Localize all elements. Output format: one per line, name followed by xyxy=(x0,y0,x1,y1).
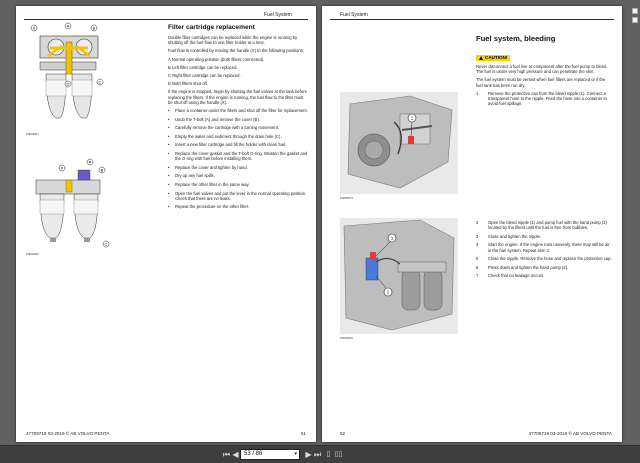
paragraph: If the engine is stopped, begin by shutting the fuel valves at the tank before replacing the filters. If the engine is running, the fuel flow to the filter must be shut off using the handle (X). xyxy=(168,89,307,105)
single-page-view-icon[interactable]: ▯ xyxy=(326,451,331,458)
page-51 xyxy=(16,6,316,442)
text-column xyxy=(168,24,308,213)
figure-code: P0003514 xyxy=(340,196,353,200)
label-b: B xyxy=(92,25,96,31)
page-header: Fuel System xyxy=(264,12,292,18)
label-x: X xyxy=(32,25,36,31)
position-item: A Normal operating position (both filters connected). xyxy=(168,56,265,62)
step-item: 2 Open the bleed nipple (1) and pump fuel with the hand pump (2) located by the filters until the fuel is free from bubbles. xyxy=(476,220,607,231)
label-c: C xyxy=(104,241,108,247)
page-footer: 47709719 03-2019 © AB VOLVO PENTA xyxy=(528,431,612,436)
list-item: • Replace the cover gasket and the T-bolt O-ring. Moisten the gasket and the O-ring with fuel before installing them. xyxy=(168,151,308,161)
step-list xyxy=(476,220,612,279)
step-item: 3 Close and tighten the nipple. xyxy=(476,233,542,239)
label-d: D xyxy=(66,81,70,87)
figure-code: P0003515 xyxy=(340,336,353,340)
paragraph: Fuel flow is controlled by moving the handle (X) to the following positions; xyxy=(168,48,304,54)
last-page-icon[interactable]: ⏭ xyxy=(313,450,322,459)
list-item: • Repeat the procedure on the other filter. xyxy=(168,204,308,209)
step-item: 5 Close the nipple. Remove the hose and replace the protective cap. xyxy=(476,256,612,262)
page-footer: 47709719 03-2019 © AB VOLVO PENTA xyxy=(26,431,110,436)
zoom-in-button[interactable] xyxy=(632,8,638,14)
section-title: Fuel system, bleeding xyxy=(476,34,556,43)
position-item: C Right filter cartridge can be replaced. xyxy=(168,73,241,79)
list-item: • Place a container under the filters and shut off the filter for replacement. xyxy=(168,108,308,113)
text-column-steps xyxy=(476,220,612,282)
callout-1: 1 xyxy=(390,235,394,241)
section-title: Filter cartridge replacement xyxy=(168,24,255,31)
label-a: A xyxy=(88,159,92,165)
figure-code: P0003622 xyxy=(26,252,39,256)
position-item: D Both filters shut off. xyxy=(168,81,208,87)
list-item: • Replace the cover and tighten by hand. xyxy=(168,165,308,170)
list-item: • Undo the T-bolt (A) and remove the cover (B). xyxy=(168,117,308,122)
page-header: Fuel System xyxy=(340,12,368,18)
first-page-icon[interactable]: ⏮ xyxy=(222,450,231,459)
caution-text: Never disconnect a fuel line or component after the fuel pump to bleed. The fuel is under very high pressure and can penetrate the skin. xyxy=(476,64,608,75)
text-column xyxy=(476,34,612,110)
step-item: 6 Press down and tighten the hand pump (2). xyxy=(476,264,569,270)
list-item: • Empty the water and sediment through the drain hole (C). xyxy=(168,134,308,139)
list-item: • Replace the other filter in the same way. xyxy=(168,182,308,187)
page-number-field[interactable]: 53 / 86 ▾ xyxy=(240,449,300,460)
list-item: • Open the fuel valves and put the lever in the normal operating position. Check that there are no leaks. xyxy=(168,191,308,201)
two-page-view-icon[interactable]: ▯▯ xyxy=(334,451,343,458)
prev-page-icon[interactable]: ◀ xyxy=(232,450,239,459)
step-list xyxy=(476,91,612,107)
engine-bleed-nipple-image xyxy=(340,92,458,194)
chevron-down-icon[interactable]: ▾ xyxy=(294,451,297,457)
label-x: X xyxy=(60,165,64,171)
figure-code: P0003621 xyxy=(26,132,39,136)
label-b: B xyxy=(100,167,104,173)
paragraph: The fuel system must be vented when fuel filters are replaced or if the fuel tank has been run dry. xyxy=(476,77,606,88)
page-52 xyxy=(322,6,622,442)
pdf-toolbar xyxy=(0,445,640,463)
page-number: 52 xyxy=(340,431,346,436)
callout-1: 1 xyxy=(410,115,414,121)
filter-cartridge-diagram xyxy=(26,156,112,250)
engine-hand-pump-image xyxy=(340,218,458,334)
list-item: • Insert a new filter cartridge and fill the holder with clean fuel. xyxy=(168,142,308,147)
zoom-out-button[interactable] xyxy=(632,17,638,23)
caution-badge: CAUTION! xyxy=(476,55,510,61)
label-a: A xyxy=(66,23,70,29)
warning-icon xyxy=(479,56,483,60)
header-rule xyxy=(24,19,308,20)
label-c: C xyxy=(98,79,102,85)
next-page-icon[interactable]: ▶ xyxy=(305,450,312,459)
position-item: B Left filter cartridge can be replaced. xyxy=(168,64,238,70)
step-item: 7 Check that no leakage occurs. xyxy=(476,273,545,279)
filter-valve-diagram xyxy=(26,22,108,130)
callout-2: 2 xyxy=(386,289,390,295)
list-item: • Carefully remove the cartridge with a turning movement. xyxy=(168,125,308,130)
list-item: • Dry up any fuel spills. xyxy=(168,173,308,178)
step-item: 4 Start the engine. If the engine runs unevenly, there may still be air in the fuel system. Repeat item 2. xyxy=(476,242,610,253)
header-rule xyxy=(330,19,614,20)
step-item: 1 Remove the protective cap from the bleed nipple (1). Connect a transparent hose to the nipple. Feed the hose into a container to avoid fuel spillage. xyxy=(476,90,607,107)
page-number: 51 xyxy=(300,431,306,436)
paragraph: Double filter cartridges can be replaced while the engine is running by shutting off the fuel flow to one filter holder at a time. xyxy=(168,35,298,46)
bullet-list xyxy=(168,108,308,210)
